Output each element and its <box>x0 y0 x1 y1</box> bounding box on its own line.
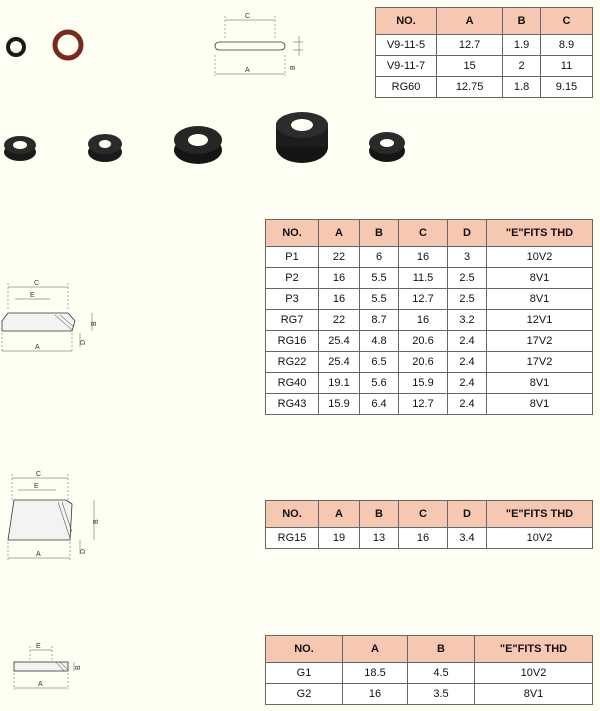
table-row: RG40 19.1 5.6 15.9 2.4 8V1 <box>266 373 593 394</box>
label-b: B <box>290 65 297 70</box>
flat-gasket-size-table <box>265 635 593 705</box>
header-c: C <box>540 8 592 35</box>
label-c: C <box>34 280 40 287</box>
label-e: E <box>36 643 41 650</box>
header-b: B <box>360 501 399 528</box>
header-c: C <box>399 501 448 528</box>
table-row: RG16 25.4 4.8 20.6 2.4 17V2 <box>266 331 593 352</box>
grommet-large <box>276 112 328 163</box>
table-row: P1 22 6 16 3 10V2 <box>266 247 593 268</box>
label-a: A <box>245 67 250 74</box>
table-header-row <box>266 636 593 663</box>
header-c: C <box>399 220 448 247</box>
header-no: NO. <box>266 636 343 663</box>
label-b: B <box>93 519 100 524</box>
grommet-size-table <box>265 219 593 415</box>
tapered-grommet-dimension-drawing <box>0 468 110 568</box>
header-e-fits-thd: "E"FITS THD <box>475 636 593 663</box>
grommet-small-3 <box>369 132 405 162</box>
header-a: A <box>319 501 360 528</box>
header-b: B <box>360 220 399 247</box>
table-row: P3 16 5.5 12.7 2.5 8V1 <box>266 289 593 310</box>
label-e: E <box>30 292 35 299</box>
label-b: B <box>75 665 82 670</box>
grommet-medium <box>174 126 222 164</box>
header-no: NO. <box>376 8 437 35</box>
table-row: V9-11-5 12.7 1.9 8.9 <box>376 35 593 56</box>
table-row: RG60 12.75 1.8 9.15 <box>376 77 593 98</box>
o-ring-images <box>0 20 100 70</box>
red-o-ring <box>55 32 81 58</box>
grommet-small-1 <box>4 136 36 161</box>
label-d: D <box>80 339 87 345</box>
label-b: B <box>91 321 98 326</box>
table-header-row <box>266 501 593 528</box>
label-a: A <box>36 551 41 558</box>
table-row: RG22 25.4 6.5 20.6 2.4 17V2 <box>266 352 593 373</box>
grommet-small-2 <box>88 134 122 162</box>
header-a: A <box>343 636 408 663</box>
table-row: G1 18.5 4.5 10V2 <box>266 663 593 684</box>
header-e-fits-thd: "E"FITS THD <box>487 220 593 247</box>
header-a: A <box>319 220 360 247</box>
label-d: D <box>80 548 87 554</box>
header-e-fits-thd: "E"FITS THD <box>487 501 593 528</box>
header-no: NO. <box>266 220 319 247</box>
header-a: A <box>437 8 503 35</box>
header-d: D <box>448 220 487 247</box>
header-b: B <box>408 636 475 663</box>
table-row: RG15 19 13 16 3.4 10V2 <box>266 528 593 549</box>
label-c: C <box>36 471 42 478</box>
label-a: A <box>38 681 43 688</box>
label-e: E <box>34 483 39 490</box>
header-no: NO. <box>266 501 319 528</box>
table-row: V9-11-7 15 2 11 <box>376 56 593 77</box>
label-a: A <box>35 344 40 351</box>
table-row: G2 16 3.5 8V1 <box>266 684 593 705</box>
table-row: RG7 22 8.7 16 3.2 12V1 <box>266 310 593 331</box>
grommet-images <box>0 105 420 175</box>
o-ring-dimension-drawing <box>205 10 315 85</box>
table-row: P2 16 5.5 11.5 2.5 8V1 <box>266 268 593 289</box>
grommet-dimension-drawing <box>0 275 110 360</box>
header-d: D <box>448 501 487 528</box>
flat-gasket-dimension-drawing <box>0 638 110 708</box>
table-row: RG43 15.9 6.4 12.7 2.4 8V1 <box>266 394 593 415</box>
label-c: C <box>245 13 251 20</box>
table-header-row <box>376 8 593 35</box>
o-ring-size-table <box>375 7 593 98</box>
table-header-row <box>266 220 593 247</box>
tapered-grommet-size-table <box>265 500 593 549</box>
black-o-ring <box>8 39 24 55</box>
header-b: B <box>503 8 541 35</box>
